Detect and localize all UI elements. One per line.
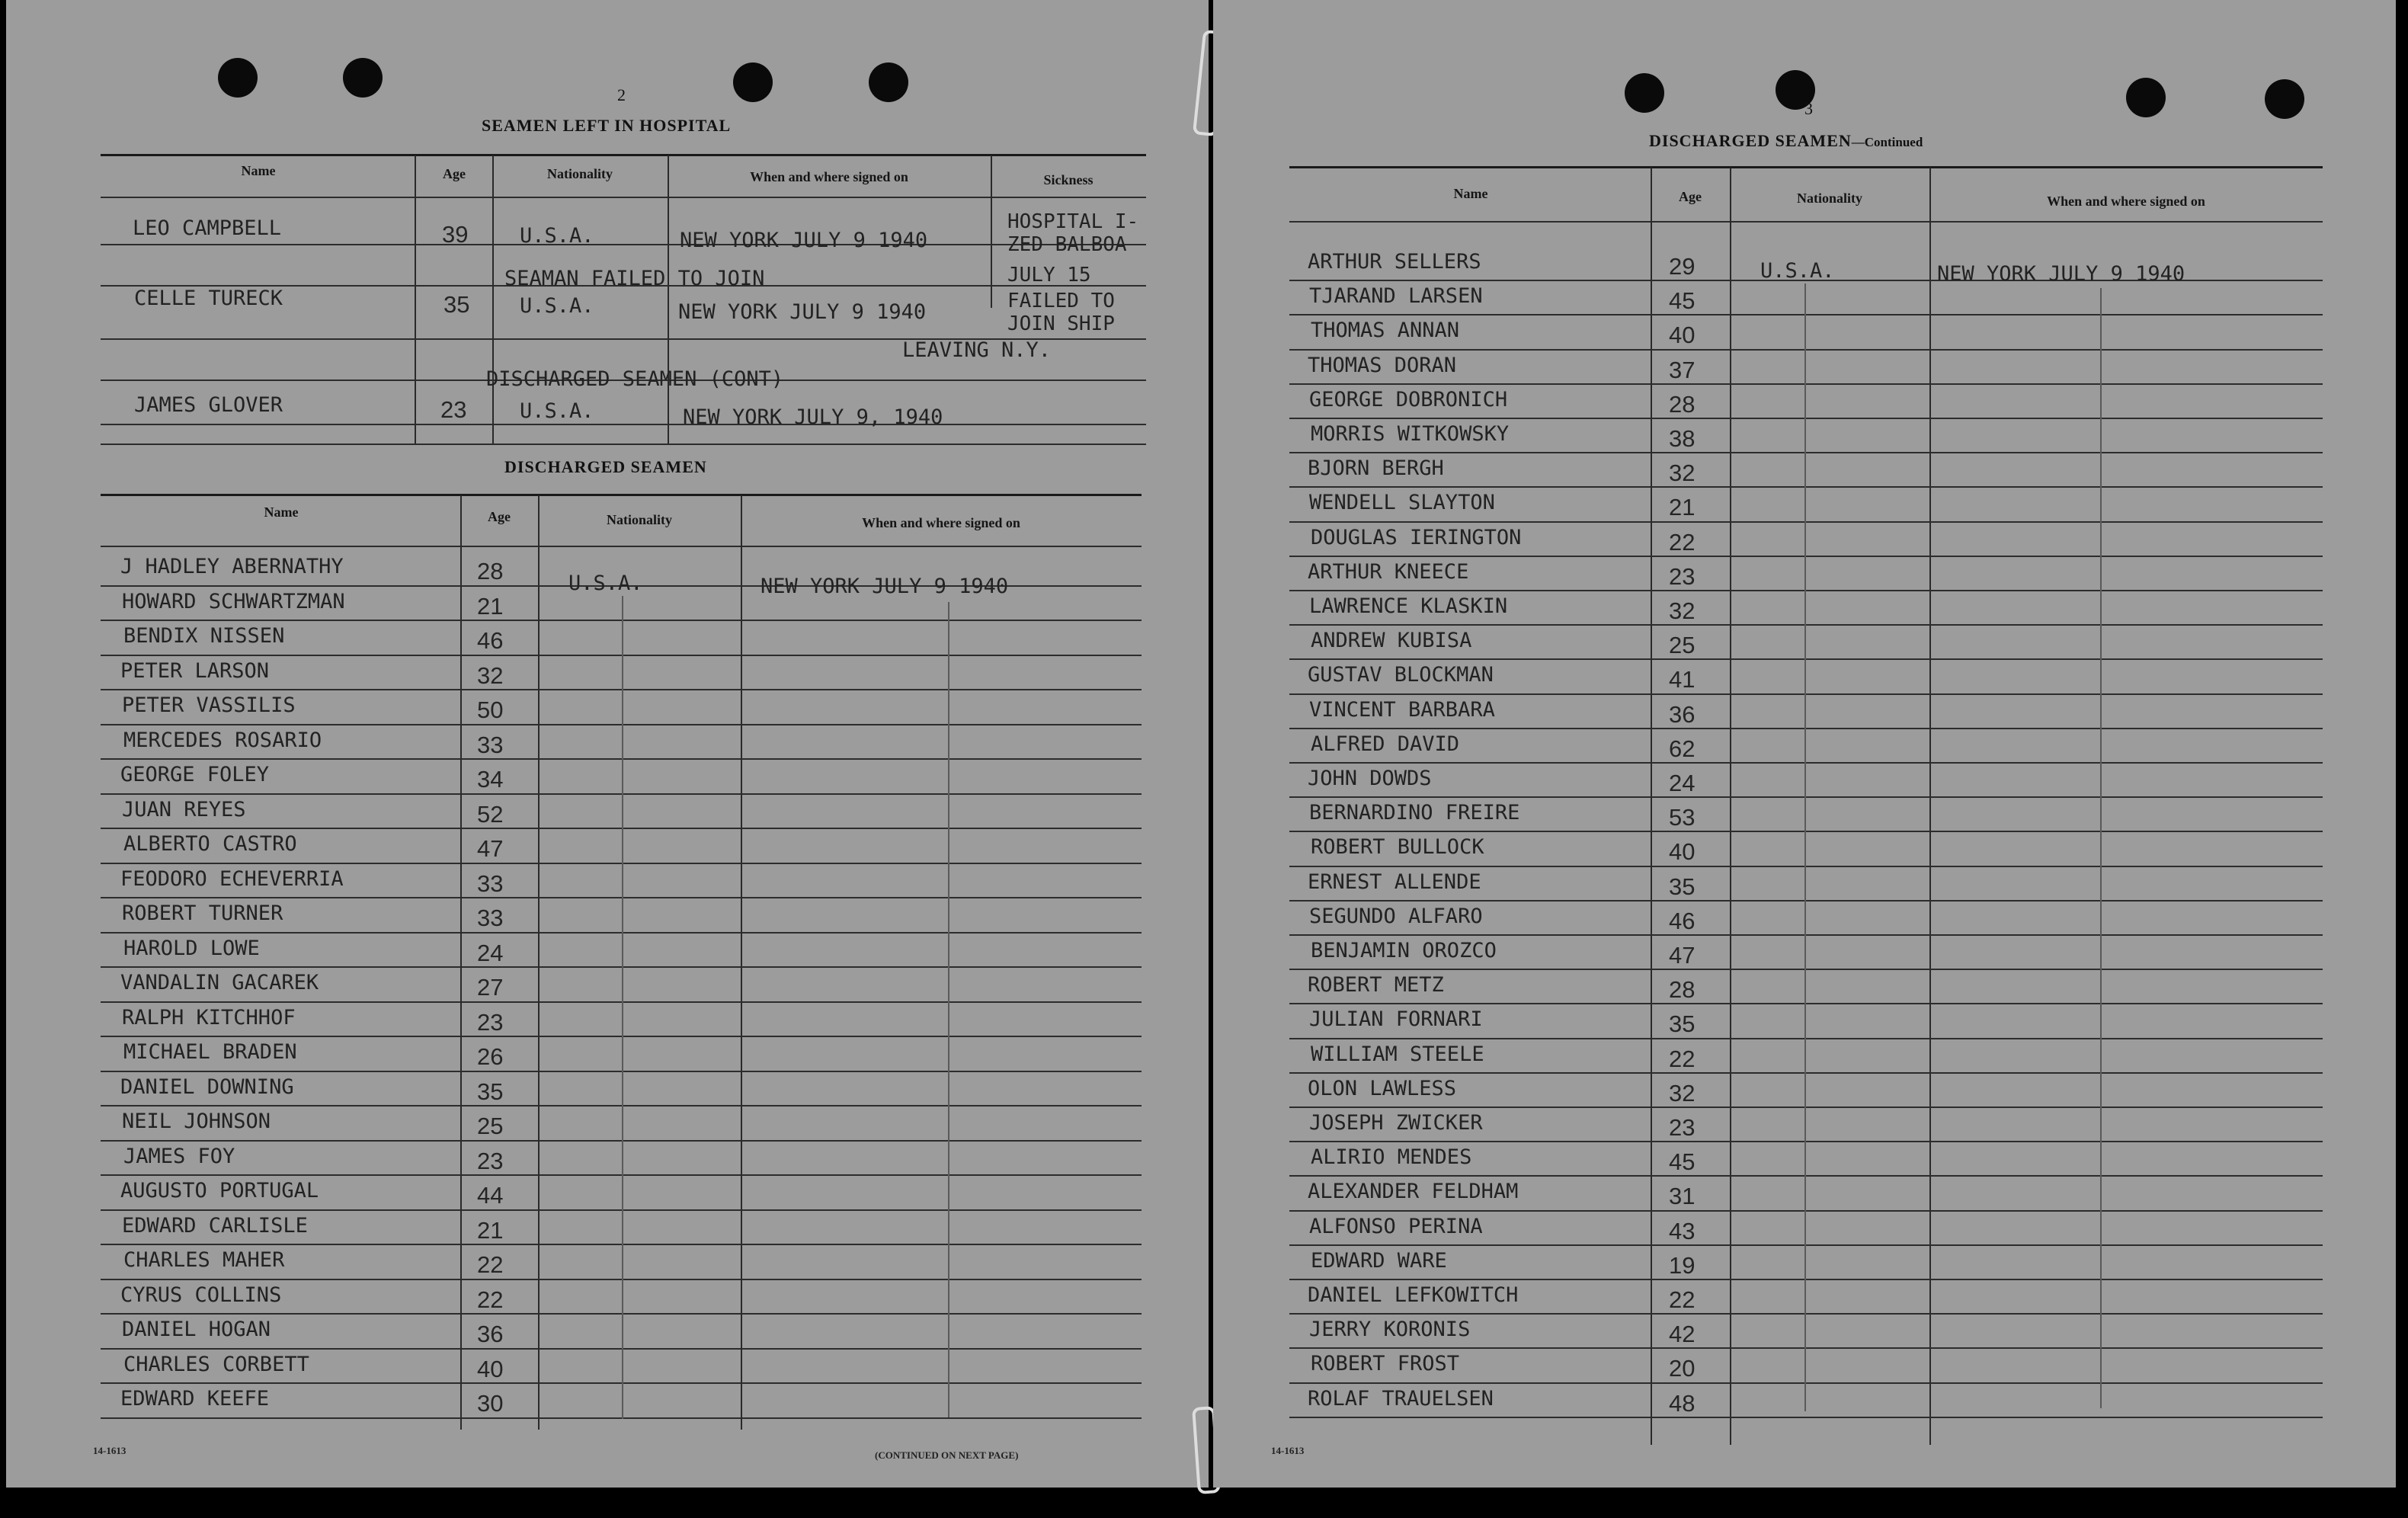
seaman-name: JOSEPH ZWICKER <box>1309 1111 1483 1135</box>
rule <box>1289 1038 2323 1039</box>
rule <box>101 1209 1142 1211</box>
form-number: 14-1613 <box>1271 1445 1305 1456</box>
rule <box>1289 1244 2323 1246</box>
rule <box>101 758 1142 760</box>
seaman-age: 23 <box>477 1147 504 1174</box>
rule <box>1289 314 2323 315</box>
column-divider <box>460 495 462 1430</box>
rule <box>1289 1279 2323 1280</box>
continued-signed-on: NEW YORK JULY 9 1940 <box>1937 262 2185 286</box>
seaman-name: LAWRENCE KLASKIN <box>1309 594 1508 618</box>
seaman-name: ALEXANDER FELDHAM <box>1308 1180 1519 1204</box>
rule <box>1289 796 2323 798</box>
hospital-nationality: U.S.A. <box>520 294 594 318</box>
seaman-name: JAMES FOY <box>123 1144 235 1168</box>
rule <box>1289 452 2323 453</box>
hospital-age: 39 <box>442 221 469 248</box>
seaman-name: WILLIAM STEELE <box>1311 1042 1484 1066</box>
punch-hole <box>2265 79 2304 119</box>
rule <box>101 1071 1142 1072</box>
rule <box>101 546 1142 547</box>
seaman-name: ROBERT FROST <box>1311 1352 1460 1376</box>
seaman-age: 29 <box>1669 253 1696 280</box>
seaman-age: 42 <box>1669 1321 1696 1348</box>
ditto-line <box>622 596 623 1419</box>
seaman-age: 35 <box>477 1078 504 1105</box>
seaman-age: 24 <box>477 939 504 966</box>
rule <box>101 197 1146 198</box>
rule <box>1289 1175 2323 1177</box>
hospital-age: 23 <box>440 396 467 423</box>
seaman-age: 34 <box>477 766 504 793</box>
seaman-name: HAROLD LOWE <box>123 936 260 960</box>
seaman-name: DANIEL LEFKOWITCH <box>1308 1283 1519 1307</box>
hospital-sickness: JULY 15 <box>1007 264 1091 287</box>
seaman-name: EDWARD CARLISLE <box>122 1213 308 1238</box>
rule <box>1289 383 2323 385</box>
seaman-age: 22 <box>477 1251 504 1278</box>
seaman-name: BERNARDINO FREIRE <box>1309 801 1520 825</box>
seaman-name: DOUGLAS IERINGTON <box>1311 525 1522 549</box>
rule <box>101 494 1142 496</box>
seaman-age: 40 <box>1669 838 1696 866</box>
seaman-age: 41 <box>1669 666 1696 693</box>
seaman-name: AUGUSTO PORTUGAL <box>120 1179 319 1203</box>
seaman-name: GEORGE DOBRONICH <box>1309 387 1508 412</box>
hospital-header-signed-on: When and where signed on <box>750 169 908 184</box>
hospital-sickness: JOIN SHIP <box>1007 312 1115 335</box>
rule <box>101 244 1146 245</box>
rule <box>1289 1072 2323 1074</box>
seaman-name: CHARLES CORBETT <box>123 1352 309 1376</box>
seaman-name: DANIEL HOGAN <box>122 1318 271 1341</box>
rule <box>101 1036 1142 1037</box>
rule <box>101 828 1142 829</box>
rule <box>101 966 1142 968</box>
seaman-name: GEORGE FOLEY <box>120 763 270 786</box>
rule <box>101 1244 1142 1245</box>
seaman-age: 36 <box>477 1321 504 1347</box>
rule <box>101 897 1142 898</box>
rule <box>1289 658 2323 660</box>
rule <box>1289 866 2323 867</box>
continued-nationality: U.S.A. <box>1760 259 1835 283</box>
section-title-suffix: —Continued <box>1851 135 1923 149</box>
seaman-age: 35 <box>1669 1010 1696 1038</box>
seaman-name: MICHAEL BRADEN <box>123 1040 297 1064</box>
seaman-age: 25 <box>477 1113 504 1139</box>
seaman-age: 32 <box>1669 1079 1696 1106</box>
seaman-name: CHARLES MAHER <box>123 1248 285 1272</box>
rule <box>101 444 1146 445</box>
hospital-signed-on: NEW YORK JULY 9 1940 <box>678 300 927 324</box>
rule <box>1289 221 2323 223</box>
seaman-age: 23 <box>1669 1114 1696 1141</box>
seaman-age: 27 <box>477 974 504 1001</box>
discharged-header-name: Name <box>264 504 299 520</box>
continued-header-age: Age <box>1679 189 1702 204</box>
seaman-age: 33 <box>477 731 504 758</box>
seaman-age: 44 <box>477 1182 504 1209</box>
seaman-name: ALIRIO MENDES <box>1311 1145 1472 1170</box>
page-number: 2 <box>617 85 626 104</box>
continued-header-name: Name <box>1453 186 1488 201</box>
seaman-name: PETER LARSON <box>120 658 270 683</box>
hospital-note: LEAVING N.Y. <box>902 338 1052 362</box>
hospital-note: DISCHARGED SEAMEN (CONT) <box>486 367 784 391</box>
punch-hole <box>869 62 908 102</box>
seaman-age: 47 <box>477 835 504 862</box>
seaman-age: 22 <box>1669 1045 1696 1072</box>
seaman-age: 37 <box>1669 356 1696 383</box>
discharged-continued-title <box>1649 131 1923 151</box>
seaman-name: J HADLEY ABERNATHY <box>120 555 344 578</box>
column-divider <box>538 495 540 1430</box>
seaman-name: ERNEST ALLENDE <box>1308 869 1481 894</box>
rule <box>101 1279 1142 1280</box>
rule <box>101 1001 1142 1003</box>
seaman-age: 46 <box>1669 907 1696 934</box>
hospital-section-title: SEAMEN LEFT IN HOSPITAL <box>482 116 732 135</box>
seaman-name: VANDALIN GACAREK <box>120 971 319 994</box>
seaman-name: ROLAF TRAUELSEN <box>1308 1386 1494 1411</box>
rule <box>1289 762 2323 764</box>
rule <box>101 655 1142 656</box>
rule <box>101 863 1142 864</box>
hospital-signed-on: NEW YORK JULY 9, 1940 <box>683 405 943 429</box>
seaman-name: THOMAS ANNAN <box>1311 319 1460 343</box>
discharged-header-age: Age <box>488 509 511 524</box>
seaman-name: TJARAND LARSEN <box>1309 284 1483 309</box>
seaman-name: ALBERTO CASTRO <box>123 832 297 856</box>
hospital-sickness: HOSPITAL I- <box>1007 210 1139 233</box>
seaman-age: 35 <box>1669 873 1696 900</box>
seaman-name: JUAN REYES <box>122 797 246 821</box>
hospital-nationality: U.S.A. <box>520 224 594 248</box>
seaman-age: 23 <box>477 1008 504 1036</box>
seaman-age: 19 <box>1669 1251 1696 1279</box>
seaman-age: 24 <box>1669 770 1696 796</box>
hospital-header-name: Name <box>241 163 276 178</box>
seaman-age: 20 <box>1669 1355 1696 1382</box>
punch-hole <box>2126 78 2166 117</box>
seaman-age: 30 <box>477 1390 504 1417</box>
seaman-name: RALPH KITCHHOF <box>122 1005 296 1030</box>
rule <box>1289 624 2323 626</box>
rule <box>1289 1347 2323 1349</box>
rule <box>101 932 1142 934</box>
seaman-name: ROBERT BULLOCK <box>1311 835 1484 860</box>
rule <box>101 793 1142 795</box>
seaman-age: 21 <box>477 592 504 620</box>
seaman-name: VINCENT BARBARA <box>1309 697 1495 722</box>
discharged-nationality: U.S.A. <box>568 572 643 595</box>
rule <box>101 1105 1142 1106</box>
discharged-header-nationality: Nationality <box>606 512 672 527</box>
seaman-name: MERCEDES ROSARIO <box>123 728 322 752</box>
hospital-header-age: Age <box>443 166 466 181</box>
page-number: 3 <box>1804 99 1813 118</box>
punch-hole <box>733 62 773 102</box>
seaman-name: HOWARD SCHWARTZMAN <box>122 589 345 613</box>
seaman-name: PETER VASSILIS <box>122 693 296 717</box>
hospital-name: CELLE TURECK <box>134 287 283 310</box>
left-page <box>6 0 1209 1488</box>
rule <box>101 424 1146 425</box>
rule <box>1289 166 2323 168</box>
seaman-name: SEGUNDO ALFARO <box>1309 904 1483 928</box>
column-divider <box>741 495 742 1430</box>
seaman-age: 36 <box>1669 700 1696 728</box>
column-divider <box>492 155 494 444</box>
punch-hole <box>343 58 383 98</box>
seaman-age: 45 <box>1669 1148 1696 1176</box>
discharged-signed-on: NEW YORK JULY 9 1940 <box>761 575 1009 598</box>
continued-header-signed-on: When and where signed on <box>2047 194 2205 209</box>
column-divider <box>1730 168 1731 1445</box>
rule <box>1289 521 2323 523</box>
rule <box>101 1174 1142 1176</box>
seaman-age: 32 <box>1669 460 1696 487</box>
seaman-name: GUSTAV BLOCKMAN <box>1308 663 1494 687</box>
hospital-age: 35 <box>443 291 470 318</box>
seaman-age: 32 <box>1669 597 1696 624</box>
seaman-name: WENDELL SLAYTON <box>1309 491 1495 515</box>
rule <box>1289 486 2323 488</box>
hospital-signed-on: NEW YORK JULY 9 1940 <box>680 229 928 252</box>
seaman-age: 28 <box>1669 390 1696 418</box>
rule <box>101 154 1146 156</box>
discharged-header-signed-on: When and where signed on <box>862 515 1020 530</box>
column-divider <box>415 155 416 444</box>
rule <box>1289 728 2323 729</box>
rule <box>1289 1003 2323 1004</box>
rule <box>1289 934 2323 936</box>
hospital-header-nationality: Nationality <box>546 166 613 181</box>
seaman-name: BJORN BERGH <box>1308 456 1444 481</box>
seaman-name: JOHN DOWDS <box>1308 767 1432 790</box>
seaman-name: JERRY KORONIS <box>1309 1318 1471 1342</box>
punch-hole <box>218 58 258 98</box>
seaman-age: 25 <box>1669 632 1696 659</box>
seaman-age: 33 <box>477 905 504 931</box>
rule <box>1289 556 2323 557</box>
seaman-name: FEODORO ECHEVERRIA <box>120 866 344 891</box>
seaman-age: 31 <box>1669 1183 1696 1210</box>
seaman-name: ROBERT METZ <box>1308 973 1444 998</box>
seaman-age: 45 <box>1669 287 1696 315</box>
rule <box>101 689 1142 690</box>
seaman-age: 32 <box>477 661 504 689</box>
rule <box>1289 969 2323 970</box>
hospital-name: LEO CAMPBELL <box>133 216 282 240</box>
seaman-name: THOMAS DORAN <box>1308 353 1457 377</box>
seaman-name: DANIEL DOWNING <box>120 1074 294 1099</box>
seaman-age: 40 <box>1669 322 1696 349</box>
ditto-line <box>948 602 949 1417</box>
punch-hole <box>1625 73 1664 113</box>
hospital-header-sickness: Sickness <box>1043 172 1094 187</box>
rule <box>1289 1417 2323 1418</box>
seaman-age: 33 <box>477 869 504 897</box>
rule <box>1289 418 2323 419</box>
rule <box>1289 1210 2323 1212</box>
discharged-section-title: DISCHARGED SEAMEN <box>504 457 707 476</box>
seaman-name: NEIL JOHNSON <box>122 1110 271 1133</box>
seaman-name: EDWARD KEEFE <box>120 1387 270 1411</box>
seaman-age: 53 <box>1669 804 1696 831</box>
seaman-name: BENJAMIN OROZCO <box>1311 939 1497 962</box>
rule <box>101 1382 1142 1384</box>
seaman-name: EDWARD WARE <box>1311 1248 1447 1273</box>
seaman-age: 22 <box>1669 528 1696 556</box>
rule <box>1289 1141 2323 1142</box>
seaman-age: 21 <box>1669 494 1696 521</box>
seaman-name: BENDIX NISSEN <box>123 624 285 648</box>
seaman-name: ARTHUR SELLERS <box>1308 250 1481 274</box>
seaman-name: JULIAN FORNARI <box>1309 1007 1483 1032</box>
seaman-age: 43 <box>1669 1217 1696 1244</box>
seaman-age: 26 <box>477 1043 504 1070</box>
continued-note: (CONTINUED ON NEXT PAGE) <box>875 1449 1019 1461</box>
rule <box>101 1313 1142 1315</box>
hospital-name: JAMES GLOVER <box>134 393 283 417</box>
ditto-line <box>2100 288 2102 1408</box>
hospital-nationality: U.S.A. <box>520 399 594 423</box>
seaman-name: CYRUS COLLINS <box>120 1283 282 1307</box>
seaman-name: ALFRED DAVID <box>1311 732 1460 756</box>
rule <box>1289 693 2323 695</box>
seaman-age: 46 <box>477 627 504 654</box>
seaman-age: 50 <box>477 697 504 723</box>
seaman-name: MORRIS WITKOWSKY <box>1311 422 1510 446</box>
seaman-name: ALFONSO PERINA <box>1309 1214 1483 1238</box>
seaman-name: ANDREW KUBISA <box>1311 629 1472 653</box>
seaman-age: 62 <box>1669 735 1696 762</box>
rule <box>101 620 1142 621</box>
column-divider <box>668 155 669 444</box>
seaman-age: 28 <box>477 558 504 584</box>
rule <box>1289 1106 2323 1108</box>
hospital-sickness: FAILED TO <box>1007 290 1115 312</box>
seaman-age: 22 <box>477 1286 504 1313</box>
rule <box>101 1348 1142 1350</box>
column-divider <box>1651 168 1652 1445</box>
seaman-name: ROBERT TURNER <box>122 902 283 925</box>
rule <box>101 1417 1142 1419</box>
seaman-age: 52 <box>477 800 504 828</box>
seaman-age: 47 <box>1669 942 1696 969</box>
rule <box>1289 831 2323 832</box>
rule <box>1289 1313 2323 1315</box>
seaman-age: 22 <box>1669 1286 1696 1313</box>
rule <box>1289 349 2323 351</box>
ditto-line <box>1804 283 1806 1411</box>
form-number: 14-1613 <box>93 1445 126 1456</box>
continued-header-nationality: Nationality <box>1796 191 1862 206</box>
hospital-sickness: ZED BALBOA <box>1007 233 1127 256</box>
seaman-age: 48 <box>1669 1389 1696 1417</box>
rule <box>1289 590 2323 591</box>
rule <box>101 724 1142 725</box>
seaman-age: 28 <box>1669 976 1696 1004</box>
seaman-age: 38 <box>1669 425 1696 452</box>
seaman-age: 21 <box>477 1216 504 1244</box>
seaman-age: 40 <box>477 1355 504 1382</box>
seaman-age: 23 <box>1669 562 1696 590</box>
rule <box>1289 900 2323 902</box>
seaman-name: ARTHUR KNEECE <box>1308 559 1469 584</box>
rule <box>101 1140 1142 1142</box>
right-page <box>1213 0 2396 1488</box>
section-title-text: DISCHARGED SEAMEN <box>1649 131 1852 150</box>
hospital-note: SEAMAN FAILED TO JOIN <box>504 267 765 290</box>
column-divider <box>1929 168 1931 1445</box>
seaman-name: OLON LAWLESS <box>1308 1076 1457 1100</box>
rule <box>1289 1382 2323 1384</box>
